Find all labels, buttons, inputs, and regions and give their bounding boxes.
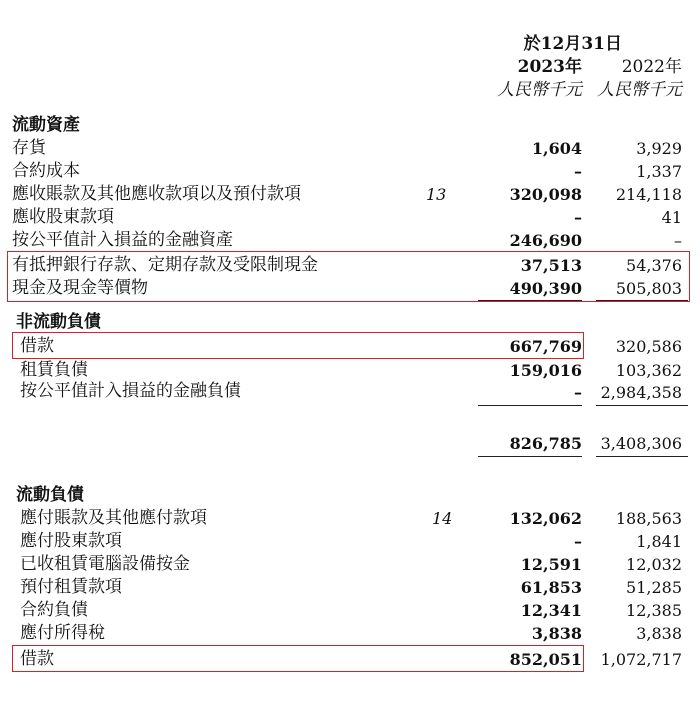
unit-2022-header: 人民幣千元: [597, 80, 682, 100]
value-2023: 3,838: [531, 624, 582, 643]
highlight-box-borrowings-current: [12, 645, 584, 672]
value-2022: 1,337: [636, 162, 682, 181]
unit-2023-header: 人民幣千元: [497, 80, 582, 100]
total-2023: 826,785: [509, 434, 582, 453]
subtotal-rule-2023: [478, 405, 582, 406]
row-label: 按公平值計入損益的金融負債: [20, 381, 241, 401]
note-ref: 14: [432, 509, 453, 528]
row-label: 按公平值計入損益的金融資產: [12, 230, 233, 250]
date-header: 於12月31日: [523, 34, 622, 54]
total-rule-2022: [596, 456, 688, 457]
value-2023: 132,062: [509, 509, 582, 528]
section-heading-current-assets: 流動資產: [12, 115, 80, 135]
value-2022: 214,118: [615, 185, 682, 204]
row-label: 借款: [20, 336, 54, 356]
note-ref: 13: [426, 185, 447, 204]
highlight-box-borrowings-non-current: [12, 332, 584, 359]
value-2022: 12,385: [626, 601, 682, 620]
value-2022: 188,563: [615, 509, 682, 528]
value-2022: 51,285: [626, 578, 682, 597]
value-2022: 320,586: [615, 337, 682, 356]
year-2022-header: 2022年: [621, 57, 682, 77]
row-label: 應付股東款項: [20, 531, 122, 551]
value-2023: 1,604: [531, 139, 582, 158]
highlight-box-cash: [7, 251, 690, 302]
value-2023: –: [574, 532, 582, 551]
total-rule-2023: [478, 456, 582, 457]
row-label: 借款: [20, 649, 54, 669]
row-label: 租賃負債: [20, 360, 88, 380]
value-2023: 37,513: [520, 256, 582, 275]
value-2023: 12,341: [520, 601, 582, 620]
value-2023: 667,769: [509, 337, 582, 356]
value-2023: 852,051: [509, 650, 582, 669]
value-2023: –: [574, 162, 582, 181]
row-label: 有抵押銀行存款、定期存款及受限制現金: [12, 255, 318, 275]
value-2022: –: [674, 231, 682, 250]
value-2023: –: [574, 383, 582, 402]
row-label: 現金及現金等價物: [12, 278, 148, 298]
year-2023-header: 2023年: [517, 57, 582, 77]
value-2022: 12,032: [626, 555, 682, 574]
value-2022: 103,362: [615, 361, 682, 380]
value-2022: 41: [661, 208, 682, 227]
value-2022: 2,984,358: [600, 383, 682, 402]
row-label: 存貨: [12, 138, 46, 158]
row-label: 合約成本: [12, 161, 80, 181]
value-2023: –: [574, 208, 582, 227]
value-2022: 1,072,717: [600, 650, 682, 669]
value-2022: 3,838: [636, 624, 682, 643]
subtotal-rule-2022: [596, 405, 688, 406]
value-2023: 61,853: [520, 578, 582, 597]
total-2022: 3,408,306: [600, 434, 682, 453]
section-heading-non-current-liabilities: 非流動負債: [16, 312, 101, 332]
value-2022: 3,929: [636, 139, 682, 158]
row-label: 應收賬款及其他應收款項以及預付款項: [12, 184, 301, 204]
value-2023: 12,591: [520, 555, 582, 574]
row-label: 合約負債: [20, 600, 88, 620]
row-label: 應付賬款及其他應付款項: [20, 508, 207, 528]
value-2023: 159,016: [509, 361, 582, 380]
value-2022: 1,841: [636, 532, 682, 551]
value-2022: 54,376: [626, 256, 682, 275]
value-2023: 490,390: [509, 279, 582, 298]
row-label: 應付所得稅: [20, 623, 105, 643]
row-label: 已收租賃電腦設備按金: [20, 554, 190, 574]
section-heading-current-liabilities: 流動負債: [16, 485, 84, 505]
value-2023: 320,098: [509, 185, 582, 204]
row-label: 預付租賃款項: [20, 577, 122, 597]
value-2023: 246,690: [509, 231, 582, 250]
row-label: 應收股東款項: [12, 207, 114, 227]
value-2022: 505,803: [615, 279, 682, 298]
